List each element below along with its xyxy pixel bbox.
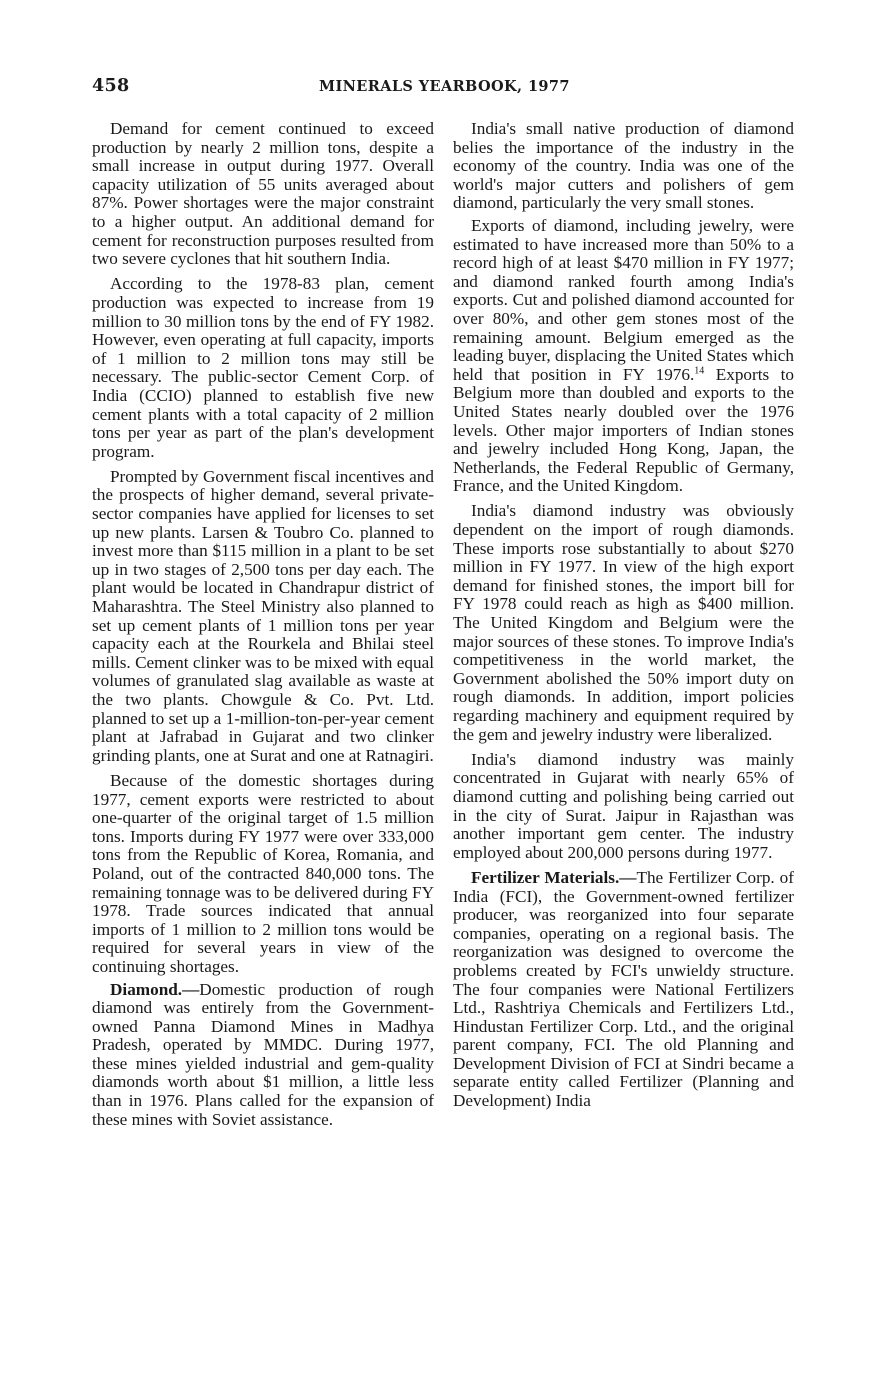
- exports-text-part2: Exports to Belgium more than doubled and exports to the United States nearly doubled over the 1976 levels. Other major importers of Indian stones and jewelry included Hong Kong, Japan, the Netherlands, the Federal Republic of Germany, France, and the United Kingdom.: [453, 364, 794, 496]
- section-heading-fertilizer: Fertilizer Materials.—: [471, 867, 637, 887]
- page-number: 458: [92, 76, 130, 96]
- paragraph-cement-demand: Demand for cement continued to exceed production by nearly 2 million tons, despite a small increase in output during 1977. Overall capacity utilization of 55 units averaged about 87%. Power shortages were the major constraint to a higher output. An additional demand for cement for reconstruction purposes resulted from two severe cyclones that hit southern India.: [92, 119, 434, 269]
- right-column: [453, 120, 794, 1117]
- paragraph-diamond-importance: India's small native production of diamond belies the importance of the industry in the economy of the country. India was one of the world's major cutters and polishers of gem diamond, particularly the very small stones.: [453, 119, 794, 213]
- page-header: [92, 76, 792, 100]
- paragraph-diamond: [92, 981, 434, 1130]
- left-column: [92, 120, 434, 1136]
- paragraph-diamond-imports: India's diamond industry was obviously dependent on the import of rough diamonds. These imports rose substantially to about $270 million in FY 1977. In view of the high export demand for finished stones, the import bill for FY 1978 could reach as high as $400 million. The United Kingdom and Belgium were the major sources of these stones. To improve India's competitiveness in the world market, the Government abolished the 50% import duty on rough diamonds. In addition, import policies regarding machinery and equipment required by the gem and jewelry industry were liberalized.: [453, 501, 794, 744]
- footnote-marker: 14: [694, 364, 705, 376]
- paragraph-diamond-body: Domestic production of rough diamond was entirely from the Government-owned Panna Diamond Mines in Madhya Pradesh, operated by MMDC. During 1977, these mines yielded industrial and gem-quality diamonds worth about $1 million, a little less than in 1976. Plans called for the expansion of these mines with Soviet assistance.: [92, 979, 434, 1129]
- paragraph-private-sector-plants: Prompted by Government fiscal incentives and the prospects of higher demand, several private-sector companies have applied for licenses to set up new plants. Larsen & Toubro Co. planned to invest more than $115 million in a plant to be set up in two stages of 2,500 tons per day each. The plant would be located in Chandrapur district of Maharashtra. The Steel Ministry also planned to set up cement plants of 1 million tons per year capacity each at the Rourkela and Bhilai steel mills. Cement clinker was to be mixed with equal volumes of granulated slag available as waste at the two plants. Chowgule & Co. Pvt. Ltd. planned to set up a 1-million-ton-per-year cement plant at Jafrabad in Gujarat and two clinker grinding plants, one at Surat and one at Ratnagiri.: [92, 466, 434, 765]
- paragraph-diamond-exports: [453, 217, 794, 496]
- exports-text-part1: Exports of diamond, including jewelry, were estimated to have increased more than 50% to a record high of at least $470 million in FY 1977; and diamond ranked fourth among India's exports. Cut and polished diamond accounted for over 80%, and other gem stones most of the remaining amount. Belgium emerged as the leading buyer, displacing the United States which held that position in FY 1976.: [453, 215, 794, 384]
- paragraph-fertilizer: [453, 869, 794, 1111]
- paragraph-diamond-industry-location: India's diamond industry was mainly concentrated in Gujarat with nearly 65% of diamond cutting and polishing being carried out in the city of Surat. Jaipur in Rajasthan was another important gem center. The industry employed about 200,000 persons during 1977.: [453, 749, 794, 862]
- paragraph-fertilizer-body: The Fertilizer Corp. of India (FCI), the Government-owned fertilizer producer, was reorganized into four separate companies, operating on a regional basis. The reorganization was designed to overcome the problems created by FCI's unwieldy structure. The four companies were National Fertilizers Ltd., Rashtriya Chemicals and Fertilizers Ltd., Hindustan Fertilizer Corp. Ltd., and the original parent company, FCI. The old Planning and Development Division of FCI at Sindri became a separate entity called Fertilizer (Planning and Development) India: [453, 867, 794, 1111]
- paragraph-cement-trade: Because of the domestic shortages during 1977, cement exports were restricted to about one-quarter of the original target of 1.5 million tons. Imports during FY 1977 were over 333,000 tons from the Republic of Korea, Romania, and Poland, out of the contracted 840,000 tons. The remaining tonnage was to be delivered during FY 1978. Trade sources indicated that annual imports of 1 million to 2 million tons would be required for several years in view of the continuing shortages.: [92, 770, 434, 976]
- section-heading-diamond: Diamond.—: [110, 979, 200, 999]
- paragraph-cement-plan: According to the 1978-83 plan, cement production was expected to increase from 19 million to 30 million tons by the end of FY 1982. However, even operating at full capacity, imports of 1 million to 2 million tons may still be necessary. The public-sector Cement Corp. of India (CCIO) planned to establish five new cement plants with a total capacity of 2 million tons per year as part of the plan's development program.: [92, 274, 434, 461]
- running-title: MINERALS YEARBOOK, 1977: [319, 78, 570, 95]
